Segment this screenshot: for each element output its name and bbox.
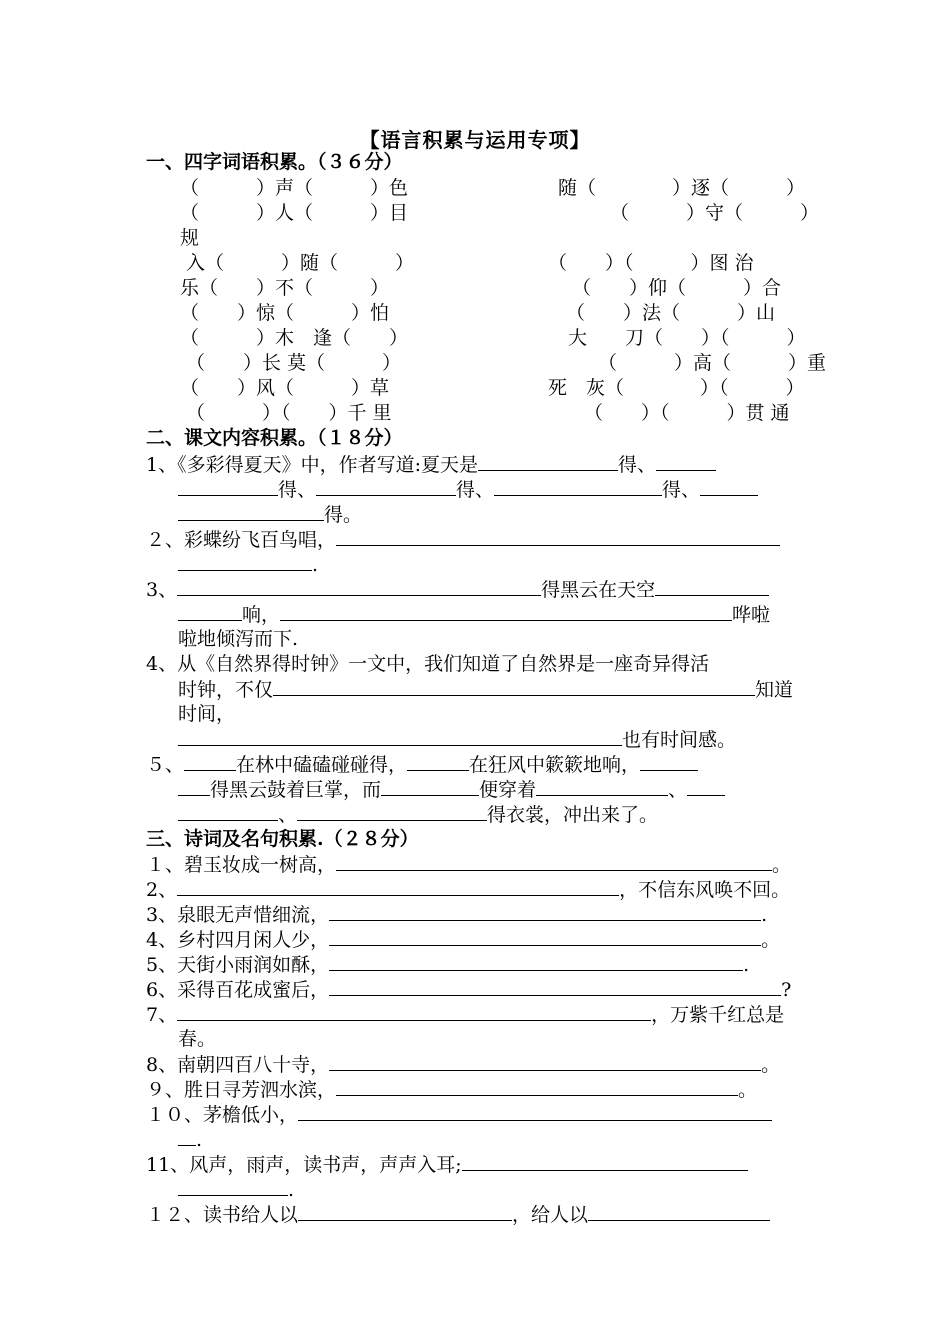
question-1: 1、《多彩得夏天》中，作者写道:夏天是 得、: [146, 452, 716, 477]
question-3-cont: 啦地倾泻而下.: [178, 628, 299, 650]
question-3: 3、 得黑云在天空: [146, 577, 769, 602]
idiom-left: 入（ ）随（ ）: [186, 252, 415, 274]
poem-item: １０、茅檐低小，: [146, 1102, 772, 1127]
answer-blank[interactable]: [178, 502, 324, 521]
answer-blank[interactable]: [656, 452, 716, 471]
answer-blank[interactable]: [329, 952, 743, 971]
poem-item: 5、天街小雨润如酥， .: [146, 954, 750, 976]
poem-item: １、碧玉妆成一树高， 。: [146, 854, 792, 876]
question-5: ５、 在林中磕磕碰碰得， 在狂风中簌簌地响，: [146, 752, 698, 777]
poem-item: 7、 ，万紫千红总是: [146, 1004, 785, 1026]
question-4-cont: 也有时间感。: [178, 727, 736, 752]
answer-blank[interactable]: [177, 877, 619, 896]
answer-blank[interactable]: [178, 477, 278, 496]
question-5-cont: 、 得衣裳，冲出来了。: [178, 802, 658, 827]
poem-item: 2、 ，不信东风唤不回。: [146, 879, 791, 901]
poem-item-cont: 春。: [178, 1028, 217, 1050]
poem-item-cont: .: [178, 1177, 294, 1202]
answer-blank[interactable]: [177, 1002, 651, 1021]
idiom-right: （ ）（ ）图 治: [548, 252, 754, 274]
question-1-cont: 得、 得、 得、: [178, 477, 758, 502]
answer-blank[interactable]: [178, 1127, 196, 1146]
answer-blank[interactable]: [588, 1202, 770, 1221]
answer-blank[interactable]: [536, 777, 668, 796]
answer-blank[interactable]: [316, 477, 456, 496]
question-5-cont: 得黑云鼓着巨掌，而 便穿着 、: [178, 777, 725, 802]
poem-item-cont: .: [178, 1127, 202, 1152]
question-4-cont: 时间，: [178, 703, 236, 725]
answer-blank[interactable]: [178, 1177, 288, 1196]
answer-blank[interactable]: [178, 602, 242, 621]
answer-blank[interactable]: [494, 477, 662, 496]
poem-item: 4、乡村四月闲人少， 。: [146, 929, 781, 951]
answer-blank[interactable]: [329, 977, 781, 996]
answer-blank[interactable]: [336, 1077, 738, 1096]
idiom-right: 随（ ）逐（ ）: [558, 177, 806, 199]
answer-blank[interactable]: [178, 552, 312, 571]
answer-blank[interactable]: [298, 1102, 772, 1121]
idiom-right: （ ）（ ）贯 通: [584, 402, 790, 424]
answer-blank[interactable]: [184, 752, 236, 771]
answer-blank[interactable]: [687, 777, 725, 796]
poem-item: 6、采得百花成蜜后， ?: [146, 979, 792, 1001]
answer-blank[interactable]: [640, 752, 698, 771]
answer-blank[interactable]: [297, 802, 487, 821]
question-4-cont: 时钟，不仅 知道: [178, 679, 794, 701]
answer-blank[interactable]: [329, 1052, 761, 1071]
idiom-right: 死 灰（ ）（ ）: [548, 377, 805, 399]
poem-item: １２、读书给人以 ，给人以: [146, 1202, 770, 1227]
answer-blank[interactable]: [336, 527, 780, 546]
section-1-heading: 一、四字词语积累。（３６分）: [146, 151, 403, 173]
idiom-left: 规: [180, 227, 200, 249]
answer-blank[interactable]: [462, 1152, 748, 1171]
idiom-right: （ ）守（ ）: [610, 202, 820, 224]
answer-blank[interactable]: [381, 777, 479, 796]
section-2-heading: 二、课文内容积累。（１８分）: [146, 427, 403, 449]
poem-item: 11、风声，雨声，读书声，声声入耳;: [146, 1152, 748, 1177]
poem-item: 3、泉眼无声惜细流， .: [146, 904, 768, 926]
idiom-left: （ ）惊（ ）怕: [180, 302, 390, 324]
question-2-cont: .: [178, 552, 318, 577]
answer-blank[interactable]: [298, 1202, 512, 1221]
answer-blank[interactable]: [178, 727, 622, 746]
idiom-left: （ ）风（ ）草: [180, 377, 390, 399]
answer-blank[interactable]: [178, 802, 278, 821]
answer-blank[interactable]: [655, 577, 769, 596]
idiom-right: （ ）高（ ）重: [598, 352, 827, 374]
answer-blank[interactable]: [273, 677, 755, 696]
answer-blank[interactable]: [329, 902, 761, 921]
answer-blank[interactable]: [280, 602, 732, 621]
page-title: 【语言积累与运用专项】: [359, 128, 591, 152]
question-3-cont: 响， 哗啦: [178, 602, 770, 627]
answer-blank[interactable]: [700, 477, 758, 496]
idiom-left: （ ）木 逢（ ）: [180, 327, 409, 349]
idiom-left: （ ）（ ）千 里: [186, 402, 392, 424]
idiom-right: 大 刀（ ）（ ）: [568, 327, 806, 349]
question-1-cont: 得。: [178, 502, 362, 527]
idiom-left: （ ）声（ ）色: [180, 177, 409, 199]
idiom-left: （ ）人（ ）目: [180, 202, 409, 224]
answer-blank[interactable]: [329, 927, 761, 946]
answer-blank[interactable]: [407, 752, 469, 771]
answer-blank[interactable]: [336, 852, 772, 871]
answer-blank[interactable]: [478, 452, 618, 471]
answer-blank[interactable]: [178, 777, 210, 796]
question-4: 4、从《自然界得时钟》一文中，我们知道了自然界是一座奇异得活: [146, 653, 710, 675]
idiom-left: 乐（ ）不（ ）: [180, 277, 390, 299]
question-2: ２、彩蝶纷飞百鸟唱，: [146, 527, 780, 552]
idiom-left: （ ）长 莫（ ）: [186, 352, 402, 374]
poem-item: ９、胜日寻芳泗水滨， 。: [146, 1079, 758, 1101]
section-3-heading: 三、诗词及名句积累.（２８分）: [146, 828, 419, 850]
answer-blank[interactable]: [177, 577, 541, 596]
idiom-right: （ ）法（ ）山: [566, 302, 776, 324]
idiom-right: （ ）仰（ ）合: [572, 277, 782, 299]
poem-item: 8、南朝四百八十寺， 。: [146, 1054, 781, 1076]
